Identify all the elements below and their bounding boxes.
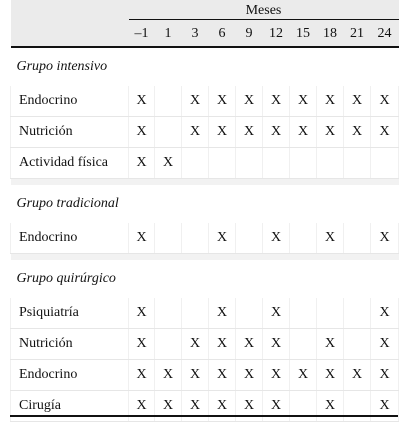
visit-mark-cell: X xyxy=(129,223,155,254)
table-row xyxy=(11,298,399,329)
visit-mark-cell: X xyxy=(129,360,155,391)
table-row xyxy=(11,329,399,360)
table-row xyxy=(11,360,399,391)
visit-mark-cell: X xyxy=(263,223,290,254)
visit-mark-cell: X xyxy=(371,223,399,254)
visit-mark-cell: X xyxy=(129,329,155,360)
header-blank xyxy=(11,22,129,47)
visit-mark-cell: X xyxy=(263,329,290,360)
visit-mark-cell xyxy=(290,329,317,360)
month-header: 1 xyxy=(155,22,182,47)
visit-mark-cell: X xyxy=(371,86,399,117)
visit-mark-cell: X xyxy=(317,360,344,391)
table-row xyxy=(11,86,399,117)
schedule-table xyxy=(10,0,399,422)
table-bottom-rule xyxy=(10,415,398,417)
visit-mark-cell: X xyxy=(344,360,371,391)
visit-mark-cell xyxy=(182,298,209,329)
visit-mark-cell xyxy=(371,148,399,179)
row-label: Nutrición xyxy=(11,117,129,148)
months-header-cell xyxy=(129,0,399,22)
visit-mark-cell xyxy=(344,298,371,329)
visit-mark-cell xyxy=(182,148,209,179)
visit-mark-cell: X xyxy=(317,117,344,148)
month-header: –1 xyxy=(129,22,155,47)
visit-mark-cell: X xyxy=(129,298,155,329)
row-label: Endocrino xyxy=(11,86,129,117)
visit-mark-cell: X xyxy=(209,329,236,360)
row-label: Endocrino xyxy=(11,360,129,391)
visit-mark-cell: X xyxy=(371,391,399,422)
header-row-group xyxy=(11,0,399,22)
visit-mark-cell xyxy=(263,148,290,179)
visit-mark-cell: X xyxy=(236,329,263,360)
visit-mark-cell xyxy=(155,298,182,329)
month-header: 21 xyxy=(344,22,371,47)
visit-mark-cell xyxy=(155,86,182,117)
months-group-label: Meses xyxy=(129,3,399,20)
visit-mark-cell: X xyxy=(182,360,209,391)
visit-mark-cell: X xyxy=(129,86,155,117)
visit-mark-cell: X xyxy=(290,86,317,117)
visit-mark-cell: X xyxy=(290,117,317,148)
visit-mark-cell: X xyxy=(290,360,317,391)
visit-mark-cell xyxy=(236,148,263,179)
visit-mark-cell: X xyxy=(155,391,182,422)
visit-mark-cell: X xyxy=(371,360,399,391)
group-header-row xyxy=(11,260,399,298)
visit-mark-cell: X xyxy=(263,86,290,117)
visit-mark-cell: X xyxy=(209,117,236,148)
visit-mark-cell: X xyxy=(263,117,290,148)
visit-mark-cell xyxy=(290,298,317,329)
row-label: Nutrición xyxy=(11,329,129,360)
visit-mark-cell xyxy=(155,117,182,148)
visit-mark-cell: X xyxy=(317,223,344,254)
month-header: 9 xyxy=(236,22,263,47)
visit-mark-cell xyxy=(155,329,182,360)
row-label: Psiquiatría xyxy=(11,298,129,329)
visit-mark-cell: X xyxy=(263,360,290,391)
visit-mark-cell xyxy=(317,298,344,329)
month-header: 6 xyxy=(209,22,236,47)
visit-mark-cell: X xyxy=(236,391,263,422)
visit-mark-cell xyxy=(236,298,263,329)
row-label: Actividad física xyxy=(11,148,129,179)
visit-mark-cell: X xyxy=(317,86,344,117)
visit-mark-cell: X xyxy=(344,86,371,117)
visit-mark-cell: X xyxy=(371,298,399,329)
visit-mark-cell xyxy=(317,148,344,179)
visit-mark-cell: X xyxy=(236,117,263,148)
visit-mark-cell: X xyxy=(371,117,399,148)
month-header: 18 xyxy=(317,22,344,47)
visit-mark-cell xyxy=(236,223,263,254)
visit-mark-cell: X xyxy=(344,117,371,148)
visit-mark-cell: X xyxy=(263,298,290,329)
group-header-row xyxy=(11,47,399,86)
header-corner xyxy=(11,0,129,22)
table-row xyxy=(11,148,399,179)
visit-mark-cell: X xyxy=(371,329,399,360)
table-row xyxy=(11,117,399,148)
group-title: Grupo quirúrgico xyxy=(16,271,116,286)
group-header-row xyxy=(11,185,399,223)
month-header: 15 xyxy=(290,22,317,47)
month-header: 3 xyxy=(182,22,209,47)
visit-mark-cell: X xyxy=(182,86,209,117)
visit-mark-cell: X xyxy=(129,117,155,148)
visit-mark-cell: X xyxy=(155,148,182,179)
row-label: Endocrino xyxy=(11,223,129,254)
visit-mark-cell: X xyxy=(182,391,209,422)
visit-mark-cell: X xyxy=(263,391,290,422)
visit-mark-cell: X xyxy=(209,223,236,254)
header-row-months xyxy=(11,22,399,47)
visit-mark-cell xyxy=(182,223,209,254)
visit-mark-cell: X xyxy=(236,86,263,117)
visit-mark-cell xyxy=(155,223,182,254)
visit-mark-cell xyxy=(344,223,371,254)
visit-mark-cell: X xyxy=(209,298,236,329)
visit-mark-cell xyxy=(290,148,317,179)
visit-mark-cell: X xyxy=(129,391,155,422)
month-header: 12 xyxy=(263,22,290,47)
visit-mark-cell: X xyxy=(182,329,209,360)
visit-mark-cell: X xyxy=(209,360,236,391)
group-title: Grupo tradicional xyxy=(16,196,119,211)
visit-mark-cell: X xyxy=(209,391,236,422)
group-title: Grupo intensivo xyxy=(16,59,108,74)
visit-mark-cell: X xyxy=(129,148,155,179)
row-label: Cirugía xyxy=(11,391,129,422)
table-row xyxy=(11,223,399,254)
visit-mark-cell: X xyxy=(317,391,344,422)
visit-mark-cell: X xyxy=(209,86,236,117)
visit-mark-cell xyxy=(344,329,371,360)
visit-mark-cell: X xyxy=(155,360,182,391)
visit-mark-cell xyxy=(344,148,371,179)
visit-mark-cell: X xyxy=(182,117,209,148)
visit-mark-cell xyxy=(290,223,317,254)
visit-mark-cell: X xyxy=(236,360,263,391)
visit-mark-cell xyxy=(209,148,236,179)
visit-mark-cell: X xyxy=(317,329,344,360)
month-header: 24 xyxy=(371,22,399,47)
